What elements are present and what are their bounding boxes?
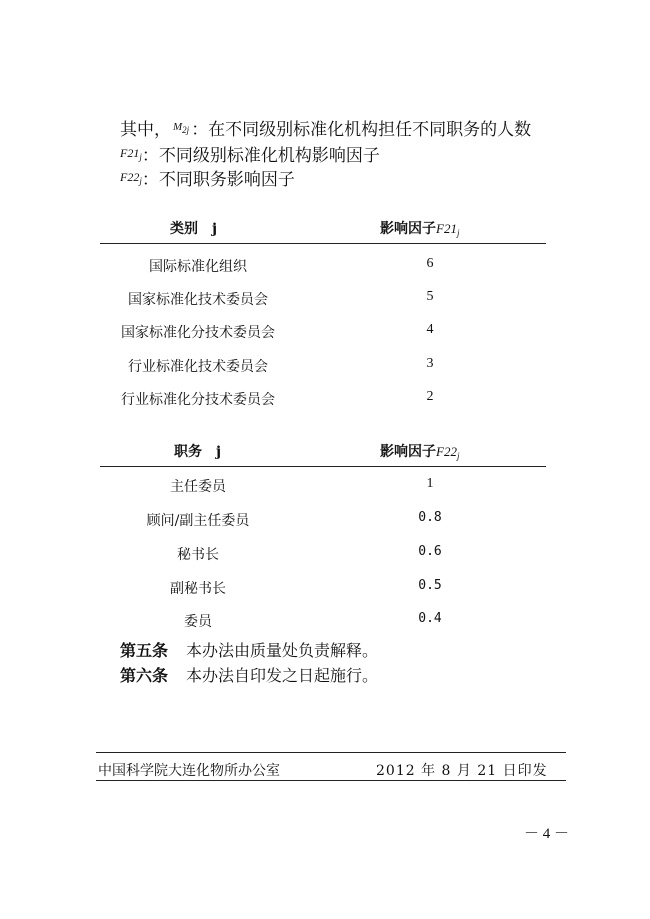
symbol-m-sub: 2j [182,125,190,135]
table2-row-name: 副秘书长 [170,581,226,597]
symbol-f22-sub: j [139,176,142,186]
table2-row-name: 主任委员 [170,479,226,495]
table2-row-value: 0.4 [418,611,442,626]
article-six-label: 第六条 [120,666,169,685]
table2-row-name: 秘书长 [177,547,219,563]
definition-prefix: 其中， [120,120,171,140]
table1-header-symbol [436,221,459,236]
table2-row-value: 0.5 [418,578,442,593]
definition-m2j [120,116,531,141]
table2-header-position: 职务 j [174,444,222,460]
table1-header-rule [100,243,546,244]
table1-row-value: 2 [426,389,434,404]
article-five [120,638,378,661]
article-six [120,663,378,686]
table1-row-name: 国家标准化分技术委员会 [121,325,275,341]
symbol-m-base: M [173,121,183,133]
table1-row-value: 3 [426,356,434,371]
definition-f21j-text: ：不同级别标准化机构影响因子 [141,146,380,166]
symbol-f21-base: F21 [120,146,140,160]
table2-header-factor [380,441,459,461]
table1-row-name: 行业标准化分技术委员会 [121,392,275,408]
article-five-label: 第五条 [120,641,169,660]
article-five-text: 本办法由质量处负责解释。 [186,641,379,660]
table2-header-factor-label: 影响因子 [380,444,436,460]
table1-row-name: 国家标准化技术委员会 [128,292,268,308]
footer-issuer: 中国科学院大连化物所办公室 [98,763,280,779]
article-six-text: 本办法自印发之日起施行。 [186,666,379,685]
footer-date: 2012 年 8 月 21 日印发 [376,763,548,779]
table1-row-value: 4 [426,322,434,337]
footer-top-rule [96,752,566,753]
table1-header-factor-label: 影响因子 [380,221,436,237]
definition-f22j-text: ：不同职务影响因子 [141,170,295,190]
table1-header-symbol-sub: j [456,228,460,238]
symbol-f22-base: F22 [120,170,140,184]
table2-header-symbol-base: F22 [436,444,457,459]
symbol-m [173,121,189,133]
table2-row-value: 0.6 [418,544,442,559]
table1-row-name: 国际标准化组织 [149,259,247,275]
table1-row-name: 行业标准化技术委员会 [128,359,268,375]
definition-f21j [120,142,380,168]
table2-row-name: 委员 [184,614,212,630]
table1-row-value: 6 [426,256,434,271]
symbol-f21-sub: j [139,152,142,162]
footer-bottom-rule [96,780,566,781]
table2-row-value: 1 [426,476,434,491]
table2-row-name: 顾问/副主任委员 [146,513,250,529]
table2-header-rule [100,466,546,467]
page-number: － 4 － [524,826,570,842]
table1-header-category: 类别 j [170,221,218,237]
table1-header-symbol-base: F21 [436,221,457,236]
table1-header-factor [380,218,459,238]
definition-m2j-text: ：在不同级别标准化机构担任不同职务的人数 [191,120,532,140]
symbol-f21 [120,146,142,160]
table2-header-symbol-sub: j [456,451,460,461]
table2-row-value: 0.8 [418,510,442,525]
definition-f22j [120,166,295,192]
table1-row-value: 5 [426,289,434,304]
table2-header-symbol [436,444,459,459]
symbol-f22 [120,170,142,184]
